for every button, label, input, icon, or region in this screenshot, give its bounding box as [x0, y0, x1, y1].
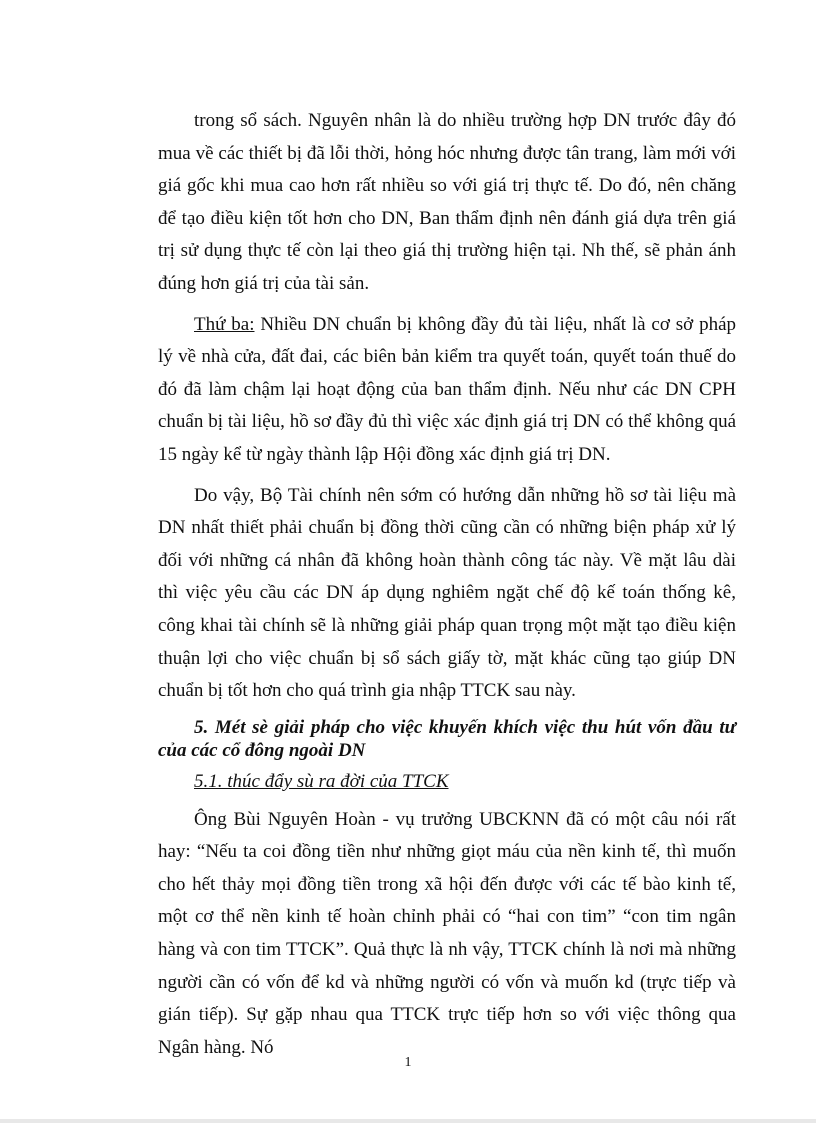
- third-point-label: Thứ ba:: [194, 313, 255, 335]
- document-body: [158, 105, 736, 1064]
- paragraph-ministry-guidance: Do vậy, Bộ Tài chính nên sớm có hướng dẫn những hồ sơ tài liệu mà DN nhất thiết phải chuẩn bị đồng thời cũng cần có những biện pháp xử lý đối với những cá nhân đã không hoàn thành công tác này. Về mặt lâu dài thì việc yêu cầu các DN áp dụng nghiêm ngặt chế độ kế toán thống kê, công khai tài chính sẽ là những giải pháp quan trọng một mặt tạo điều kiện thuận lợi cho việc chuẩn bị sổ sách giấy tờ, mặt khác cũng tạo giúp DN chuẩn bị tốt hơn cho quá trình gia nhập TTCK sau này.: [158, 484, 736, 702]
- page-number: 1: [404, 1055, 412, 1070]
- paragraph-asset-valuation: trong sổ sách. Nguyên nhân là do nhiều trường hợp DN trước đây đó mua về các thiết bị đã lỗi thời, hỏng hóc nhưng được tân trang, làm mới với giá gốc khi mua cao hơn rất nhiều so với giá trị thực tế. Do đó, nên chăng để tạo điều kiện tốt hơn cho DN, Ban thẩm định nên đánh giá dựa trên giá trị sử dụng thực tế còn lại theo giá thị trường hiện tại. Nh thế, sẽ phản ánh đúng hơn giá trị của tài sản.: [158, 110, 736, 294]
- section-heading: 5. Mét sè giải pháp cho việc khuyến khích việc thu hút vốn đầu tư của các cổ đông ngoài DN: [158, 716, 736, 761]
- third-point-text: Nhiều DN chuẩn bị không đầy đủ tài liệu, nhất là cơ sở pháp lý về nhà cửa, đất đai, các biên bản kiểm tra quyết toán, quyết toán thuế do đó đã làm chậm lại hoạt động của ban thẩm định. Nếu như các DN CPH chuẩn bị tài liệu, hồ sơ đầy đủ thì việc xác định giá trị DN có thể không quá 15 ngày kể từ ngày thành lập Hội đồng xác định giá trị DN.: [158, 313, 737, 465]
- paragraph-stock-market: Ông Bùi Nguyên Hoàn - vụ trưởng UBCKNN đã có một câu nói rất hay: “Nếu ta coi đồng tiền như những giọt máu của nền kinh tế, thì muốn cho hết thảy mọi đồng tiền trong xã hội đến được với các tế bào kinh tế, một cơ thể nền kinh tế hoàn chỉnh phải có “hai con tim” “con tim ngân hàng và con tim TTCK”. Quả thực là nh vậy, TTCK chính là nơi mà những người cần có vốn để kd và những người có vốn và muốn kd (trực tiếp và gián tiếp). Sự gặp nhau qua TTCK trực tiếp hơn so với việc thông qua Ngân hàng. Nó: [158, 808, 736, 1058]
- page-bottom-edge: [0, 1119, 816, 1123]
- paragraph-third-point: [158, 309, 736, 472]
- subsection-heading: 5.1. thúc đẩy sù ra đời của TTCK: [194, 770, 449, 792]
